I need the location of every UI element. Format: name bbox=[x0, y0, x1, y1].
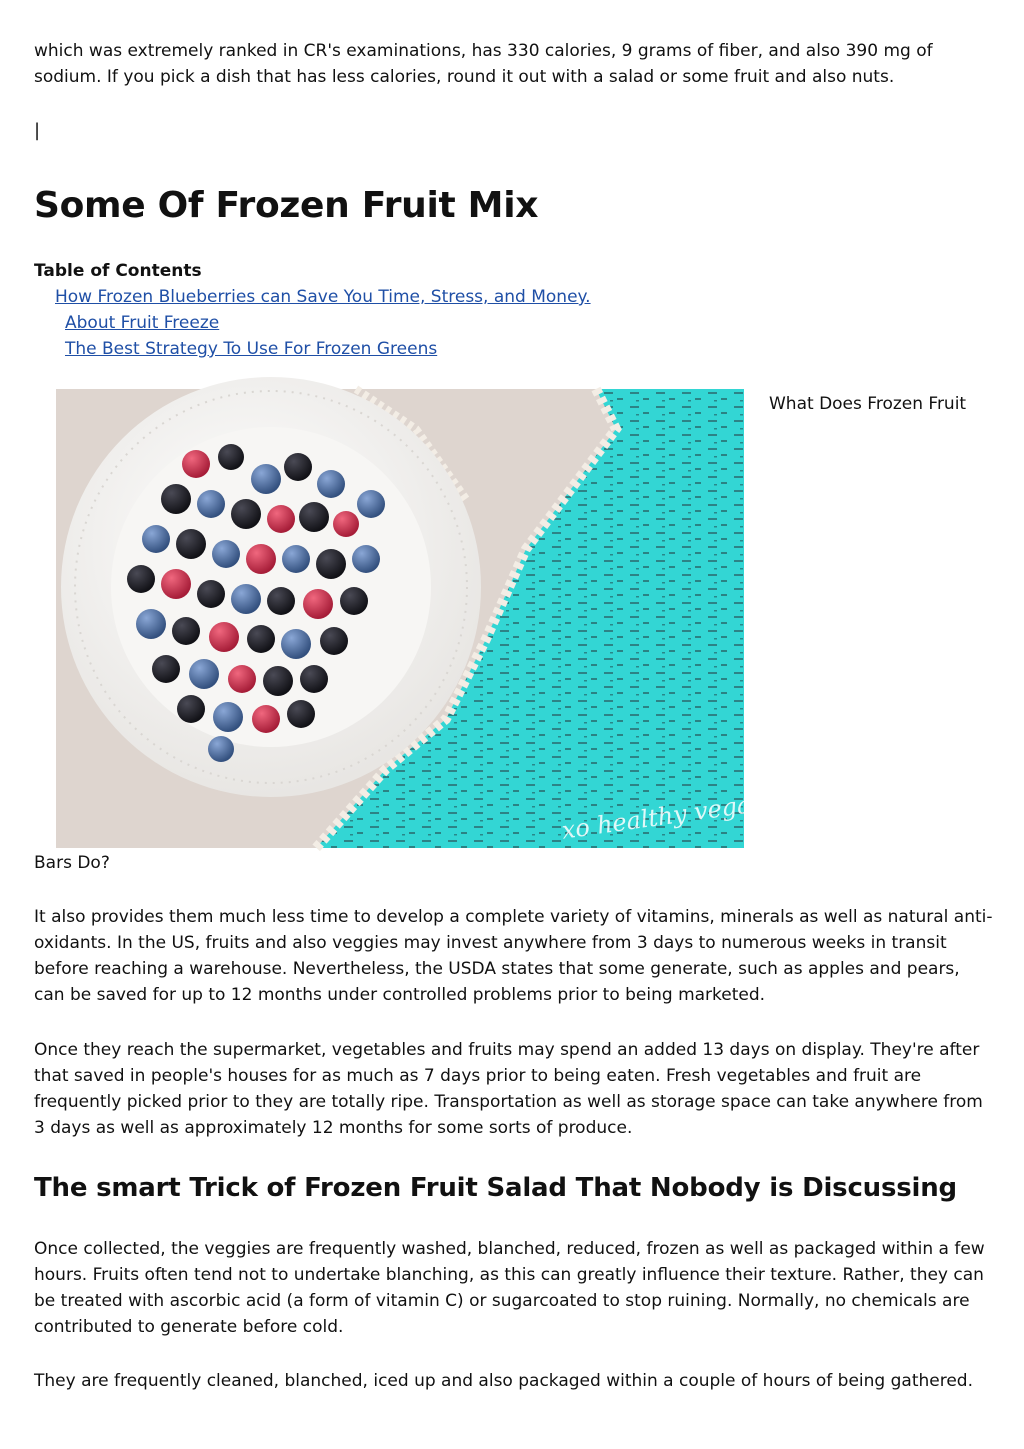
toc-link-fruit-freeze[interactable]: About Fruit Freeze bbox=[65, 313, 220, 333]
intro-paragraph: which was extremely ranked in CR's examinations, has 330 calories, 9 grams of fiber, and also 390 mg of sodium. If you pick a dish that has less calories, round it out with a salad or some fruit and also nuts. bbox=[34, 41, 933, 87]
figure-caption-bottom: Bars Do? bbox=[34, 853, 110, 873]
figure-caption-right: What Does Frozen Fruit bbox=[769, 394, 967, 414]
section-heading: The smart Trick of Frozen Fruit Salad That Nobody is Discussing bbox=[34, 1173, 957, 1203]
text-cursor: | bbox=[34, 120, 41, 141]
main-heading: Some Of Frozen Fruit Mix bbox=[34, 185, 539, 226]
toc-link-frozen-blueberries[interactable]: How Frozen Blueberries can Save You Time, Stress, and Money. bbox=[55, 287, 591, 307]
photo-watermark: xo healthy vegan bbox=[559, 788, 769, 845]
paragraph-transit: It also provides them much less time to develop a complete variety of vitamins, minerals as well as natural anti-oxidants. In the US, fruits and also veggies may invest anywhere from 3 days to numerous weeks in transit before reaching a warehouse. Nevertheless, the USDA states that some generate, such as apples and pears, can be saved for up to 12 months under controlled problems prior to being marketed. bbox=[34, 907, 993, 1005]
paragraph-processing: Once collected, the veggies are frequently washed, blanched, reduced, frozen as well as packaged within a few hours. Fruits often tend not to undertake blanching, as this can greatly influence their texture. Rather, they can be treated with ascorbic acid (a form of vitamin C) or sugarcoated to stop ruining. Normally, no chemicals are contributed to generate before cold. bbox=[34, 1239, 985, 1337]
berries-photo bbox=[56, 389, 769, 848]
paragraph-supermarket: Once they reach the supermarket, vegetables and fruits may spend an added 13 days on display. They're after that saved in people's houses for as much as 7 days prior to being eaten. Fresh vegetables and fruit are frequently picked prior to they are totally ripe. Transportation as well as storage space can take anywhere from 3 days as well as approximately 12 months for some sorts of produce. bbox=[34, 1040, 983, 1138]
toc-link-frozen-greens[interactable]: The Best Strategy To Use For Frozen Greens bbox=[65, 339, 438, 359]
toc-title: Table of Contents bbox=[34, 261, 202, 281]
paragraph-cleaned: They are frequently cleaned, blanched, iced up and also packaged within a couple of hours of being gathered. bbox=[34, 1371, 973, 1391]
